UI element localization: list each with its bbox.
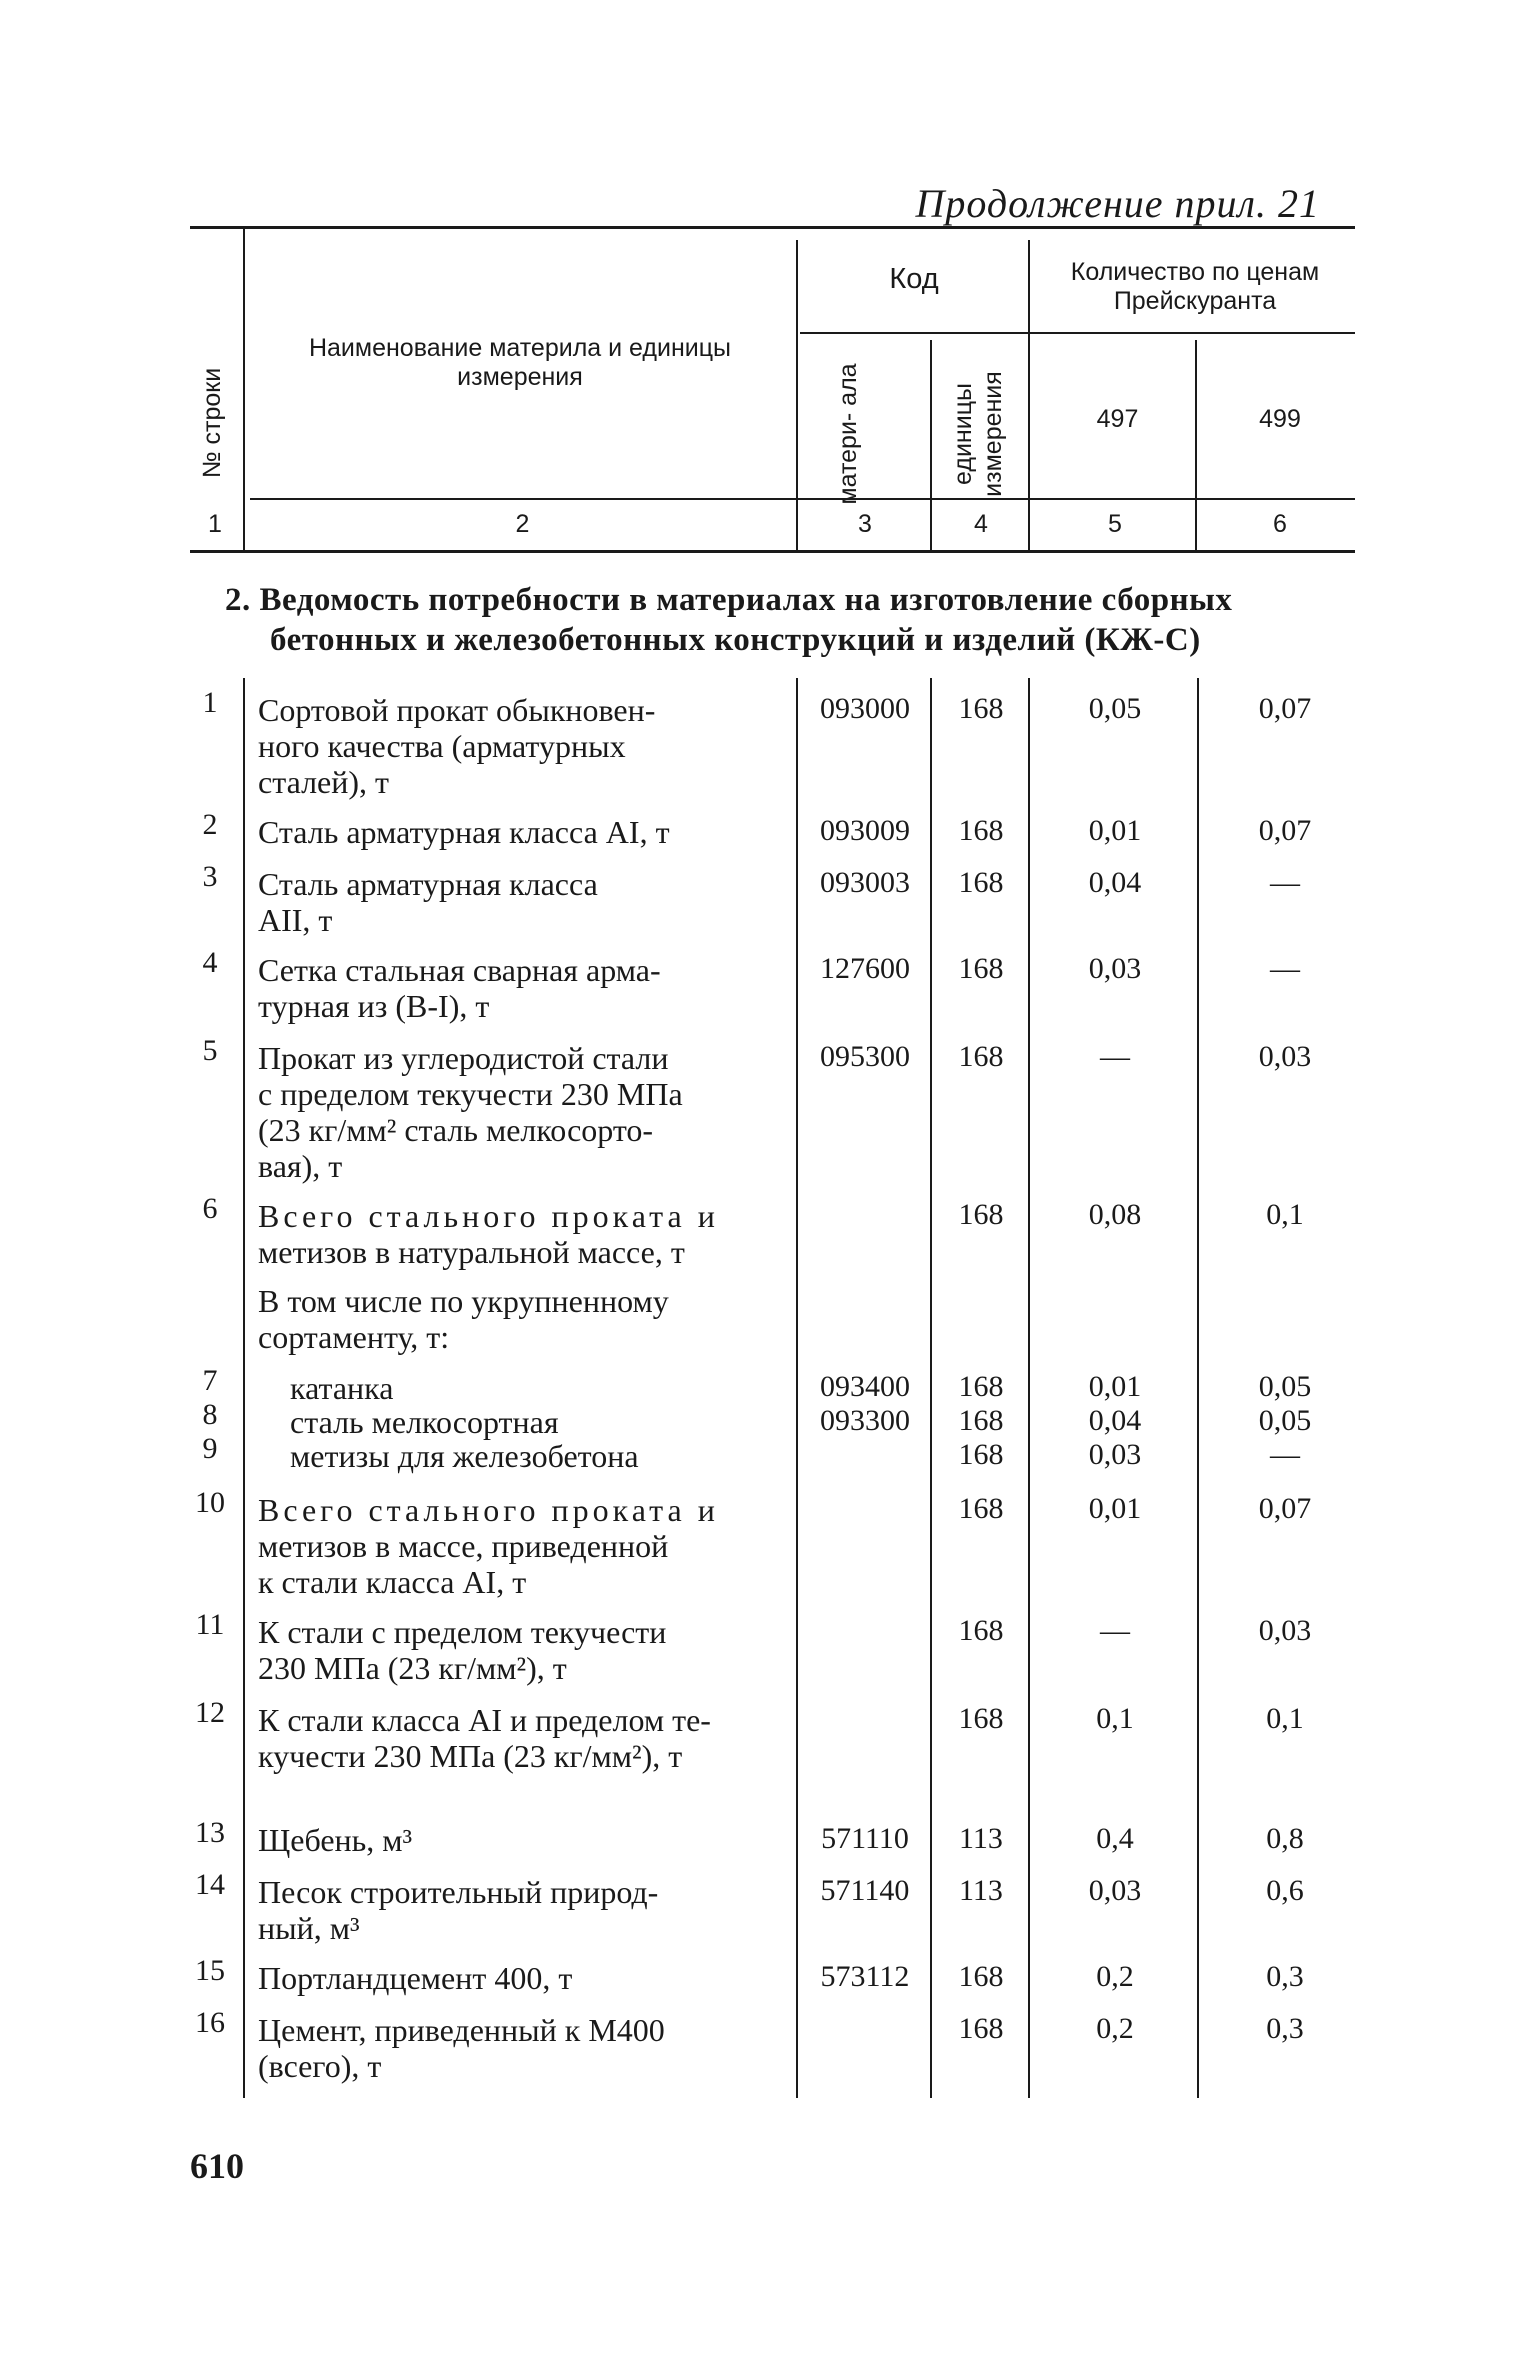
quantity-499: 0,03	[1258, 1614, 1312, 1647]
row-number: 10	[195, 1486, 225, 1519]
material-name	[258, 1874, 786, 1946]
material-code: 093400	[820, 1370, 910, 1403]
row-number: 5	[202, 1034, 218, 1067]
body-divider-3	[930, 678, 932, 2098]
material-name	[258, 692, 786, 800]
quantity-499: 0,1	[1266, 1198, 1304, 1231]
unit-code: 168	[958, 952, 1004, 985]
quantity-499: 0,6	[1266, 1874, 1304, 1907]
quantity-499: 0,3	[1266, 2012, 1304, 2045]
column-number-1: 1	[208, 510, 222, 538]
running-title: Продолжение прил. 21	[915, 181, 1320, 226]
row-number: 2	[202, 808, 218, 841]
column-number-5: 5	[1108, 510, 1122, 538]
name-line: Прокат из углеродистой стали	[258, 1040, 669, 1076]
quantity-499: —	[1270, 1438, 1300, 1471]
name-line: Песок строительный природ-	[258, 1874, 659, 1910]
column-number-rule	[190, 550, 1355, 553]
row-number: 9	[202, 1432, 218, 1465]
unit-code: 168	[958, 1404, 1004, 1437]
material-name	[258, 1702, 786, 1774]
row-number: 16	[195, 2006, 225, 2039]
quantity-497: 0,05	[1088, 692, 1142, 725]
name-line: ный, м³	[258, 1910, 360, 1946]
body-divider-5	[1197, 678, 1199, 2098]
quantity-499: 0,3	[1266, 1960, 1304, 1993]
row-number: 3	[202, 860, 218, 893]
material-code: 127600	[820, 952, 910, 985]
body-divider-4	[1028, 678, 1030, 2098]
name-header: Наименование материла и единицы измерения	[308, 334, 732, 391]
material-code: 093000	[820, 692, 910, 725]
quantity-497: 0,01	[1088, 814, 1142, 847]
material-name	[290, 1438, 786, 1474]
page-number: 610	[190, 2146, 244, 2186]
name-line: сталь мелкосортная	[290, 1404, 559, 1440]
unit-code: 168	[958, 2012, 1004, 2045]
name-line: Сталь арматурная класса	[258, 866, 598, 902]
name-line: метизов в натуральной массе, т	[258, 1234, 685, 1270]
quantity-497: 0,4	[1096, 1822, 1134, 1855]
name-line: кучести 230 МПа (23 кг/мм²), т	[258, 1738, 683, 1774]
material-name	[258, 1198, 786, 1270]
header-divider-1	[243, 226, 245, 550]
material-name	[258, 2012, 786, 2084]
name-line: к стали класса АI, т	[258, 1564, 527, 1600]
unit-code: 168	[958, 1702, 1004, 1735]
header-divider-4	[1028, 240, 1030, 550]
material-code: 093300	[820, 1404, 910, 1437]
name-line: К стали с пределом текучести	[258, 1614, 667, 1650]
column-number-6: 6	[1273, 510, 1287, 538]
name-line: (всего), т	[258, 2048, 382, 2084]
name-line: вая), т	[258, 1148, 343, 1184]
unit-code: 168	[958, 692, 1004, 725]
row-number: 6	[202, 1192, 218, 1225]
name-line: Сетка стальная сварная арма-	[258, 952, 661, 988]
quantity-499: 0,07	[1258, 814, 1312, 847]
name-line: (23 кг/мм² сталь мелкосорто-	[258, 1112, 654, 1148]
name-line: Щебень, м³	[258, 1822, 413, 1858]
material-name	[258, 1614, 786, 1686]
material-code: 573112	[820, 1960, 910, 1993]
subheading	[258, 1283, 786, 1355]
header-bottom-rule	[250, 498, 1355, 500]
quantity-497: 0,04	[1088, 866, 1142, 899]
section-title	[225, 580, 1355, 660]
material-name	[258, 1960, 786, 1996]
unit-code: 168	[958, 1438, 1004, 1471]
material-code: 093003	[820, 866, 910, 899]
row-number: 12	[195, 1696, 225, 1729]
material-code: 095300	[820, 1040, 910, 1073]
name-line: Всего стального проката и	[258, 1492, 719, 1528]
row-number-header: № строки	[198, 367, 226, 479]
name-line: метизы для железобетона	[290, 1438, 639, 1474]
material-name	[290, 1370, 786, 1406]
name-line: Портландцемент 400, т	[258, 1960, 573, 1996]
header-top-rule	[190, 226, 1355, 229]
header-divider-5	[1195, 340, 1197, 550]
quantity-497: 0,1	[1096, 1702, 1134, 1735]
name-line: сталей), т	[258, 764, 389, 800]
column-number-2: 2	[515, 510, 530, 538]
row-number: 15	[195, 1954, 225, 1987]
price-497-header: 497	[1096, 405, 1139, 433]
unit-code: 168	[958, 1960, 1004, 1993]
header-divider-2	[796, 240, 798, 550]
quantity-499: 0,1	[1266, 1702, 1304, 1735]
quantity-497: 0,03	[1088, 1438, 1142, 1471]
section-title-line-2: бетонных и железобетонных конструкций и изделий (КЖ-С)	[270, 622, 1201, 658]
material-name	[258, 814, 786, 850]
body-divider-1	[243, 678, 245, 2098]
unit-code: 168	[958, 1614, 1004, 1647]
unit-code: 168	[958, 1198, 1004, 1231]
quantity-499: 0,03	[1258, 1040, 1312, 1073]
quantity-497: 0,03	[1088, 952, 1142, 985]
material-code: 571140	[820, 1874, 910, 1907]
row-number: 4	[202, 946, 218, 979]
quantity-497: 0,08	[1088, 1198, 1142, 1231]
row-number: 1	[202, 686, 218, 719]
material-code: 093009	[820, 814, 910, 847]
name-line: катанка	[290, 1370, 394, 1406]
quantity-499: —	[1270, 952, 1300, 985]
quantity-header: Количество по ценам Прейскуранта	[1070, 258, 1320, 315]
unit-code: 113	[959, 1874, 1003, 1907]
header-divider-3	[930, 340, 932, 550]
material-name	[258, 952, 786, 1024]
name-line: Цемент, приведенный к М400	[258, 2012, 665, 2048]
material-name	[258, 1822, 786, 1858]
unit-code: 113	[959, 1822, 1003, 1855]
name-line: сортаменту, т:	[258, 1319, 450, 1355]
unit-code: 168	[958, 1492, 1004, 1525]
code-material-header: матери- ала	[834, 363, 862, 505]
row-number: 7	[202, 1364, 218, 1397]
name-line: К стали класса АI и пределом те-	[258, 1702, 711, 1738]
name-line: метизов в массе, приведенной	[258, 1528, 669, 1564]
row-number: 11	[195, 1608, 225, 1641]
material-code: 571110	[821, 1822, 909, 1855]
quantity-497: 0,01	[1088, 1370, 1142, 1403]
unit-code: 168	[958, 1370, 1004, 1403]
row-number: 8	[202, 1398, 218, 1431]
quantity-497: 0,03	[1088, 1874, 1142, 1907]
quantity-499: 0,05	[1258, 1404, 1312, 1437]
body-divider-2	[796, 678, 798, 2098]
material-name	[258, 866, 786, 938]
name-line: Сортовой прокат обыкновен-	[258, 692, 656, 728]
quantity-497: 0,2	[1096, 2012, 1134, 2045]
quantity-499: —	[1270, 866, 1300, 899]
name-line: Всего стального проката и	[258, 1198, 719, 1234]
quantity-499: 0,07	[1258, 692, 1312, 725]
column-number-4: 4	[974, 510, 988, 538]
quantity-497: 0,2	[1096, 1960, 1134, 1993]
unit-code: 168	[958, 1040, 1004, 1073]
section-title-line-1: 2. Ведомость потребности в материалах на изготовление сборных	[225, 582, 1233, 618]
code-split-rule	[800, 332, 1355, 334]
material-name	[258, 1040, 786, 1184]
price-499-header: 499	[1259, 405, 1301, 433]
material-name	[290, 1404, 786, 1440]
material-name	[258, 1492, 786, 1600]
name-line: турная из (В-I), т	[258, 988, 490, 1024]
quantity-499: 0,05	[1258, 1370, 1312, 1403]
quantity-499: 0,07	[1258, 1492, 1312, 1525]
name-line: ного качества (арматурных	[258, 728, 626, 764]
name-line: Сталь арматурная класса АI, т	[258, 814, 670, 850]
name-line: 230 МПа (23 кг/мм²), т	[258, 1650, 567, 1686]
quantity-497: —	[1100, 1040, 1130, 1073]
unit-code: 168	[958, 814, 1004, 847]
code-unit-header: единицы измерения	[949, 371, 1007, 497]
name-line: В том числе по укрупненному	[258, 1283, 669, 1319]
name-line: АII, т	[258, 902, 333, 938]
code-header: Код	[889, 263, 939, 295]
quantity-497: 0,01	[1088, 1492, 1142, 1525]
quantity-497: 0,04	[1088, 1404, 1142, 1437]
unit-code: 168	[958, 866, 1004, 899]
row-number: 14	[195, 1868, 225, 1901]
name-line: с пределом текучести 230 МПа	[258, 1076, 683, 1112]
quantity-499: 0,8	[1266, 1822, 1304, 1855]
column-number-3: 3	[858, 510, 872, 538]
row-number: 13	[195, 1816, 225, 1849]
quantity-497: —	[1100, 1614, 1130, 1647]
